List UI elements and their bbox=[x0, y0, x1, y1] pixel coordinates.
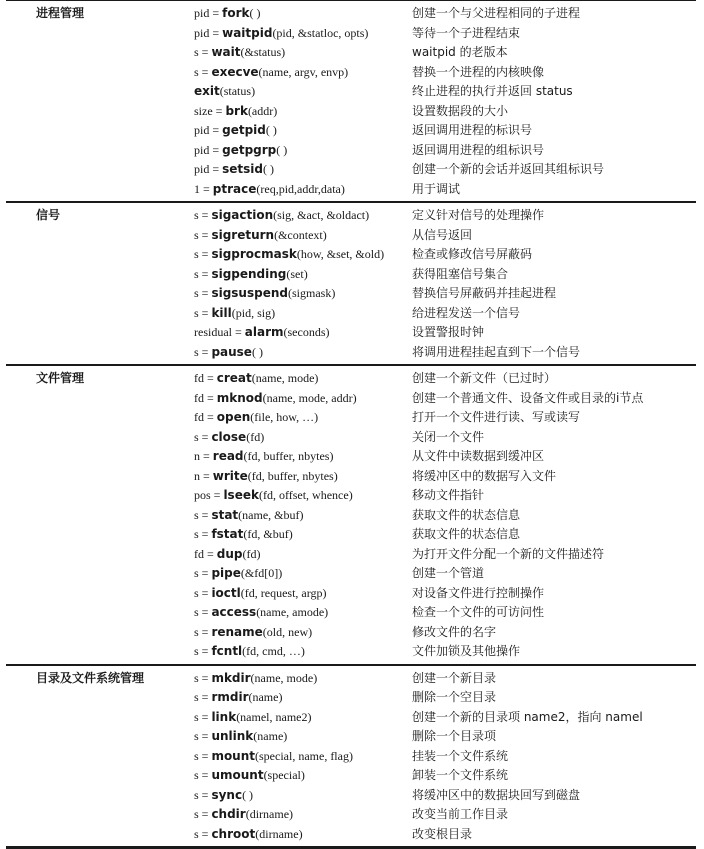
table-row bbox=[6, 343, 696, 363]
table-row bbox=[6, 4, 696, 24]
function-name: lseek bbox=[223, 488, 259, 502]
function-args: (fd, buffer, nbytes) bbox=[244, 449, 334, 463]
function-name: pipe bbox=[211, 566, 240, 580]
table-row bbox=[6, 160, 696, 180]
call-signature bbox=[194, 284, 335, 304]
function-args: ( ) bbox=[266, 123, 277, 137]
section-2 bbox=[6, 366, 696, 666]
function-name: fcntl bbox=[211, 644, 242, 658]
call-signature bbox=[194, 688, 282, 708]
return-var: s = bbox=[194, 690, 211, 704]
return-var: n = bbox=[194, 449, 213, 463]
call-signature bbox=[194, 102, 277, 122]
function-name: link bbox=[211, 710, 236, 724]
function-name: read bbox=[213, 449, 244, 463]
function-args: (name, amode) bbox=[256, 605, 328, 619]
return-var: s = bbox=[194, 788, 211, 802]
function-name: mknod bbox=[217, 391, 263, 405]
function-name: pause bbox=[211, 345, 252, 359]
return-var: s = bbox=[194, 827, 211, 841]
function-args: (name) bbox=[248, 690, 282, 704]
section-0 bbox=[6, 0, 696, 203]
function-args: (&context) bbox=[274, 228, 327, 242]
call-signature bbox=[194, 408, 318, 428]
call-signature bbox=[194, 304, 275, 324]
call-signature bbox=[194, 180, 345, 200]
table-row bbox=[6, 389, 696, 409]
table-row bbox=[6, 43, 696, 63]
function-args: (special, name, flag) bbox=[255, 749, 353, 763]
function-args: (name, &buf) bbox=[238, 508, 303, 522]
call-description: 创建一个管道 bbox=[412, 564, 484, 584]
table-row bbox=[6, 369, 696, 389]
call-description: 关闭一个文件 bbox=[412, 428, 484, 448]
call-description: 返回调用进程的组标识号 bbox=[412, 141, 544, 161]
call-signature bbox=[194, 343, 263, 363]
call-signature bbox=[194, 486, 353, 506]
return-var: s = bbox=[194, 710, 211, 724]
function-args: ( ) bbox=[242, 788, 253, 802]
function-args: (old, new) bbox=[263, 625, 312, 639]
function-name: sigaction bbox=[211, 208, 273, 222]
call-signature bbox=[194, 447, 333, 467]
call-description: 替换一个进程的内核映像 bbox=[412, 63, 544, 83]
call-description: 对设备文件进行控制操作 bbox=[412, 584, 544, 604]
call-description: 定义针对信号的处理操作 bbox=[412, 206, 544, 226]
call-description: 创建一个新文件（已过时） bbox=[412, 369, 556, 389]
function-name: open bbox=[217, 410, 251, 424]
call-signature bbox=[194, 265, 308, 285]
return-var: s = bbox=[194, 768, 211, 782]
function-args: (&status) bbox=[240, 45, 285, 59]
return-var: s = bbox=[194, 671, 211, 685]
table-row bbox=[6, 603, 696, 623]
table-row bbox=[6, 467, 696, 487]
table-row bbox=[6, 708, 696, 728]
function-args: ( ) bbox=[249, 6, 260, 20]
call-description: 创建一个与父进程相同的子进程 bbox=[412, 4, 580, 24]
call-signature bbox=[194, 642, 305, 662]
table-row bbox=[6, 447, 696, 467]
section-1 bbox=[6, 203, 696, 366]
table-row bbox=[6, 102, 696, 122]
return-var: s = bbox=[194, 508, 211, 522]
call-description: 获得阻塞信号集合 bbox=[412, 265, 508, 285]
function-name: dup bbox=[217, 547, 243, 561]
function-name: setsid bbox=[222, 162, 263, 176]
call-description: 卸装一个文件系统 bbox=[412, 766, 508, 786]
call-description: 将缓冲区中的数据块回写到磁盘 bbox=[412, 786, 580, 806]
table-row bbox=[6, 323, 696, 343]
function-args: (name, mode, addr) bbox=[263, 391, 357, 405]
call-signature bbox=[194, 545, 261, 565]
call-signature bbox=[194, 623, 312, 643]
call-signature bbox=[194, 766, 305, 786]
function-name: chdir bbox=[211, 807, 245, 821]
return-var: s = bbox=[194, 306, 211, 320]
table-row bbox=[6, 304, 696, 324]
return-var: s = bbox=[194, 65, 211, 79]
table-row bbox=[6, 226, 696, 246]
return-var: pid = bbox=[194, 123, 222, 137]
call-signature bbox=[194, 603, 328, 623]
function-args: (file, how, …) bbox=[250, 410, 318, 424]
call-signature bbox=[194, 323, 329, 343]
function-args: (fd) bbox=[243, 547, 261, 561]
function-args: (sigmask) bbox=[288, 286, 335, 300]
call-signature bbox=[194, 160, 274, 180]
function-name: waitpid bbox=[222, 26, 272, 40]
call-signature bbox=[194, 206, 369, 226]
call-description: 删除一个空目录 bbox=[412, 688, 496, 708]
call-description: 检查或修改信号屏蔽码 bbox=[412, 245, 532, 265]
table-row bbox=[6, 284, 696, 304]
call-signature bbox=[194, 24, 368, 44]
function-name: rename bbox=[211, 625, 262, 639]
function-name: execve bbox=[211, 65, 258, 79]
function-args: (status) bbox=[220, 84, 255, 98]
call-description: 返回调用进程的标识号 bbox=[412, 121, 532, 141]
function-name: access bbox=[211, 605, 256, 619]
call-signature bbox=[194, 727, 287, 747]
function-args: (dirname) bbox=[255, 827, 302, 841]
function-name: sigreturn bbox=[211, 228, 274, 242]
return-var: fd = bbox=[194, 410, 217, 424]
function-args: (req,pid,addr,data) bbox=[256, 182, 344, 196]
function-args: (name) bbox=[253, 729, 287, 743]
function-args: (fd, cmd, …) bbox=[242, 644, 305, 658]
table-row bbox=[6, 786, 696, 806]
call-description: 为打开文件分配一个新的文件描述符 bbox=[412, 545, 604, 565]
call-signature bbox=[194, 669, 317, 689]
function-name: wait bbox=[211, 45, 240, 59]
table-row bbox=[6, 180, 696, 200]
return-var: s = bbox=[194, 527, 211, 541]
table-row bbox=[6, 121, 696, 141]
table-row bbox=[6, 623, 696, 643]
call-description: 终止进程的执行并返回 status bbox=[412, 82, 573, 102]
function-name: getpid bbox=[222, 123, 266, 137]
table-row bbox=[6, 564, 696, 584]
function-args: (fd) bbox=[246, 430, 264, 444]
function-name: mkdir bbox=[211, 671, 250, 685]
section-title: 目录及文件系统管理 bbox=[36, 669, 144, 689]
call-signature bbox=[194, 747, 353, 767]
call-description: 改变根目录 bbox=[412, 825, 472, 845]
return-var: s = bbox=[194, 605, 211, 619]
call-signature bbox=[194, 63, 348, 83]
call-description: 设置数据段的大小 bbox=[412, 102, 508, 122]
function-name: fork bbox=[222, 6, 249, 20]
function-name: write bbox=[213, 469, 248, 483]
return-var: s = bbox=[194, 286, 211, 300]
table-row bbox=[6, 584, 696, 604]
function-name: sigprocmask bbox=[211, 247, 296, 261]
return-var: s = bbox=[194, 228, 211, 242]
return-var: pid = bbox=[194, 6, 222, 20]
return-var: fd = bbox=[194, 391, 217, 405]
call-description: 文件加锁及其他操作 bbox=[412, 642, 520, 662]
return-var: s = bbox=[194, 45, 211, 59]
function-args: (pid, &statloc, opts) bbox=[272, 26, 368, 40]
table-row bbox=[6, 669, 696, 689]
return-var: s = bbox=[194, 807, 211, 821]
function-args: (name, mode) bbox=[252, 371, 319, 385]
call-signature bbox=[194, 141, 287, 161]
call-description: 设置警报时钟 bbox=[412, 323, 484, 343]
return-var: s = bbox=[194, 430, 211, 444]
call-signature bbox=[194, 43, 285, 63]
table-row bbox=[6, 63, 696, 83]
table-row bbox=[6, 766, 696, 786]
call-signature bbox=[194, 4, 260, 24]
call-signature bbox=[194, 564, 282, 584]
function-args: (&fd[0]) bbox=[241, 566, 282, 580]
function-args: (namel, name2) bbox=[236, 710, 311, 724]
call-description: 替换信号屏蔽码并挂起进程 bbox=[412, 284, 556, 304]
function-name: fstat bbox=[211, 527, 243, 541]
function-name: rmdir bbox=[211, 690, 248, 704]
function-name: kill bbox=[211, 306, 231, 320]
function-args: (name, argv, envp) bbox=[259, 65, 349, 79]
return-var: s = bbox=[194, 729, 211, 743]
table-row bbox=[6, 825, 696, 845]
call-description: 修改文件的名字 bbox=[412, 623, 496, 643]
function-args: (fd, buffer, nbytes) bbox=[248, 469, 338, 483]
return-var: n = bbox=[194, 469, 213, 483]
section-title: 信号 bbox=[36, 206, 60, 226]
table-row bbox=[6, 688, 696, 708]
table-row bbox=[6, 747, 696, 767]
call-description: 将缓冲区中的数据写入文件 bbox=[412, 467, 556, 487]
call-signature bbox=[194, 389, 357, 409]
function-args: (seconds) bbox=[284, 325, 330, 339]
table-row bbox=[6, 805, 696, 825]
call-description: 创建一个普通文件、设备文件或目录的i节点 bbox=[412, 389, 643, 409]
table-row bbox=[6, 245, 696, 265]
call-signature bbox=[194, 805, 293, 825]
section-title: 文件管理 bbox=[36, 369, 84, 389]
function-args: (sig, &act, &oldact) bbox=[273, 208, 369, 222]
table-row bbox=[6, 24, 696, 44]
call-signature bbox=[194, 369, 318, 389]
call-signature bbox=[194, 525, 293, 545]
return-var: 1 = bbox=[194, 182, 213, 196]
function-args: (fd, offset, whence) bbox=[259, 488, 353, 502]
call-description: 创建一个新目录 bbox=[412, 669, 496, 689]
function-args: (fd, &buf) bbox=[243, 527, 292, 541]
function-name: stat bbox=[211, 508, 238, 522]
function-name: sync bbox=[211, 788, 242, 802]
function-name: ptrace bbox=[213, 182, 257, 196]
function-args: (pid, sig) bbox=[232, 306, 275, 320]
table-row bbox=[6, 428, 696, 448]
function-args: (fd, request, argp) bbox=[241, 586, 327, 600]
call-description: 从信号返回 bbox=[412, 226, 472, 246]
call-description: 改变当前工作目录 bbox=[412, 805, 508, 825]
call-description: 删除一个目录项 bbox=[412, 727, 496, 747]
section-title: 进程管理 bbox=[36, 4, 84, 24]
call-description: 将调用进程挂起直到下一个信号 bbox=[412, 343, 580, 363]
call-signature bbox=[194, 786, 253, 806]
call-signature bbox=[194, 506, 303, 526]
call-signature bbox=[194, 825, 303, 845]
function-name: close bbox=[211, 430, 246, 444]
function-name: sigsuspend bbox=[211, 286, 288, 300]
call-description: 移动文件指针 bbox=[412, 486, 484, 506]
table-row bbox=[6, 141, 696, 161]
function-args: ( ) bbox=[276, 143, 287, 157]
table-row bbox=[6, 206, 696, 226]
return-var: size = bbox=[194, 104, 225, 118]
call-signature bbox=[194, 467, 338, 487]
function-name: unlink bbox=[211, 729, 253, 743]
function-args: (addr) bbox=[248, 104, 277, 118]
return-var: s = bbox=[194, 267, 211, 281]
call-signature bbox=[194, 708, 312, 728]
return-var: pos = bbox=[194, 488, 223, 502]
table-row bbox=[6, 486, 696, 506]
call-description: 从文件中读数据到缓冲区 bbox=[412, 447, 544, 467]
return-var: s = bbox=[194, 625, 211, 639]
table-row bbox=[6, 525, 696, 545]
return-var: s = bbox=[194, 345, 211, 359]
call-signature bbox=[194, 428, 264, 448]
table-row bbox=[6, 545, 696, 565]
function-args: ( ) bbox=[263, 162, 274, 176]
function-name: exit bbox=[194, 84, 220, 98]
table-row bbox=[6, 408, 696, 428]
return-var: pid = bbox=[194, 26, 222, 40]
call-description: 给进程发送一个信号 bbox=[412, 304, 520, 324]
function-args: (how, &set, &old) bbox=[297, 247, 384, 261]
return-var: s = bbox=[194, 247, 211, 261]
call-description: waitpid 的老版本 bbox=[412, 43, 508, 63]
table-row bbox=[6, 82, 696, 102]
return-var: s = bbox=[194, 566, 211, 580]
call-signature bbox=[194, 226, 327, 246]
function-name: mount bbox=[211, 749, 255, 763]
table-row bbox=[6, 265, 696, 285]
function-args: ( ) bbox=[252, 345, 263, 359]
function-name: alarm bbox=[245, 325, 284, 339]
function-args: (special) bbox=[264, 768, 305, 782]
table-row bbox=[6, 727, 696, 747]
function-name: sigpending bbox=[211, 267, 286, 281]
return-var: s = bbox=[194, 586, 211, 600]
call-description: 打开一个文件进行读、写或读写 bbox=[412, 408, 580, 428]
function-name: chroot bbox=[211, 827, 255, 841]
call-signature bbox=[194, 82, 255, 102]
function-args: (name, mode) bbox=[251, 671, 318, 685]
call-description: 获取文件的状态信息 bbox=[412, 525, 520, 545]
function-name: ioctl bbox=[211, 586, 240, 600]
call-signature bbox=[194, 245, 384, 265]
table-row bbox=[6, 506, 696, 526]
call-description: 获取文件的状态信息 bbox=[412, 506, 520, 526]
return-var: s = bbox=[194, 644, 211, 658]
return-var: pid = bbox=[194, 162, 222, 176]
call-description: 等待一个子进程结束 bbox=[412, 24, 520, 44]
table-row bbox=[6, 642, 696, 662]
section-3 bbox=[6, 666, 696, 849]
function-name: getpgrp bbox=[222, 143, 276, 157]
function-name: umount bbox=[211, 768, 263, 782]
syscall-table bbox=[6, 0, 696, 849]
call-signature bbox=[194, 121, 277, 141]
return-var: fd = bbox=[194, 547, 217, 561]
return-var: s = bbox=[194, 749, 211, 763]
call-description: 创建一个新的目录项 name2，指向 namel bbox=[412, 708, 643, 728]
return-var: fd = bbox=[194, 371, 217, 385]
call-description: 挂装一个文件系统 bbox=[412, 747, 508, 767]
return-var: s = bbox=[194, 208, 211, 222]
call-signature bbox=[194, 584, 327, 604]
call-description: 检查一个文件的可访问性 bbox=[412, 603, 544, 623]
function-args: (dirname) bbox=[246, 807, 293, 821]
return-var: pid = bbox=[194, 143, 222, 157]
call-description: 用于调试 bbox=[412, 180, 460, 200]
return-var: residual = bbox=[194, 325, 245, 339]
function-name: creat bbox=[217, 371, 252, 385]
call-description: 创建一个新的会话并返回其组标识号 bbox=[412, 160, 604, 180]
function-name: brk bbox=[225, 104, 248, 118]
function-args: (set) bbox=[286, 267, 307, 281]
